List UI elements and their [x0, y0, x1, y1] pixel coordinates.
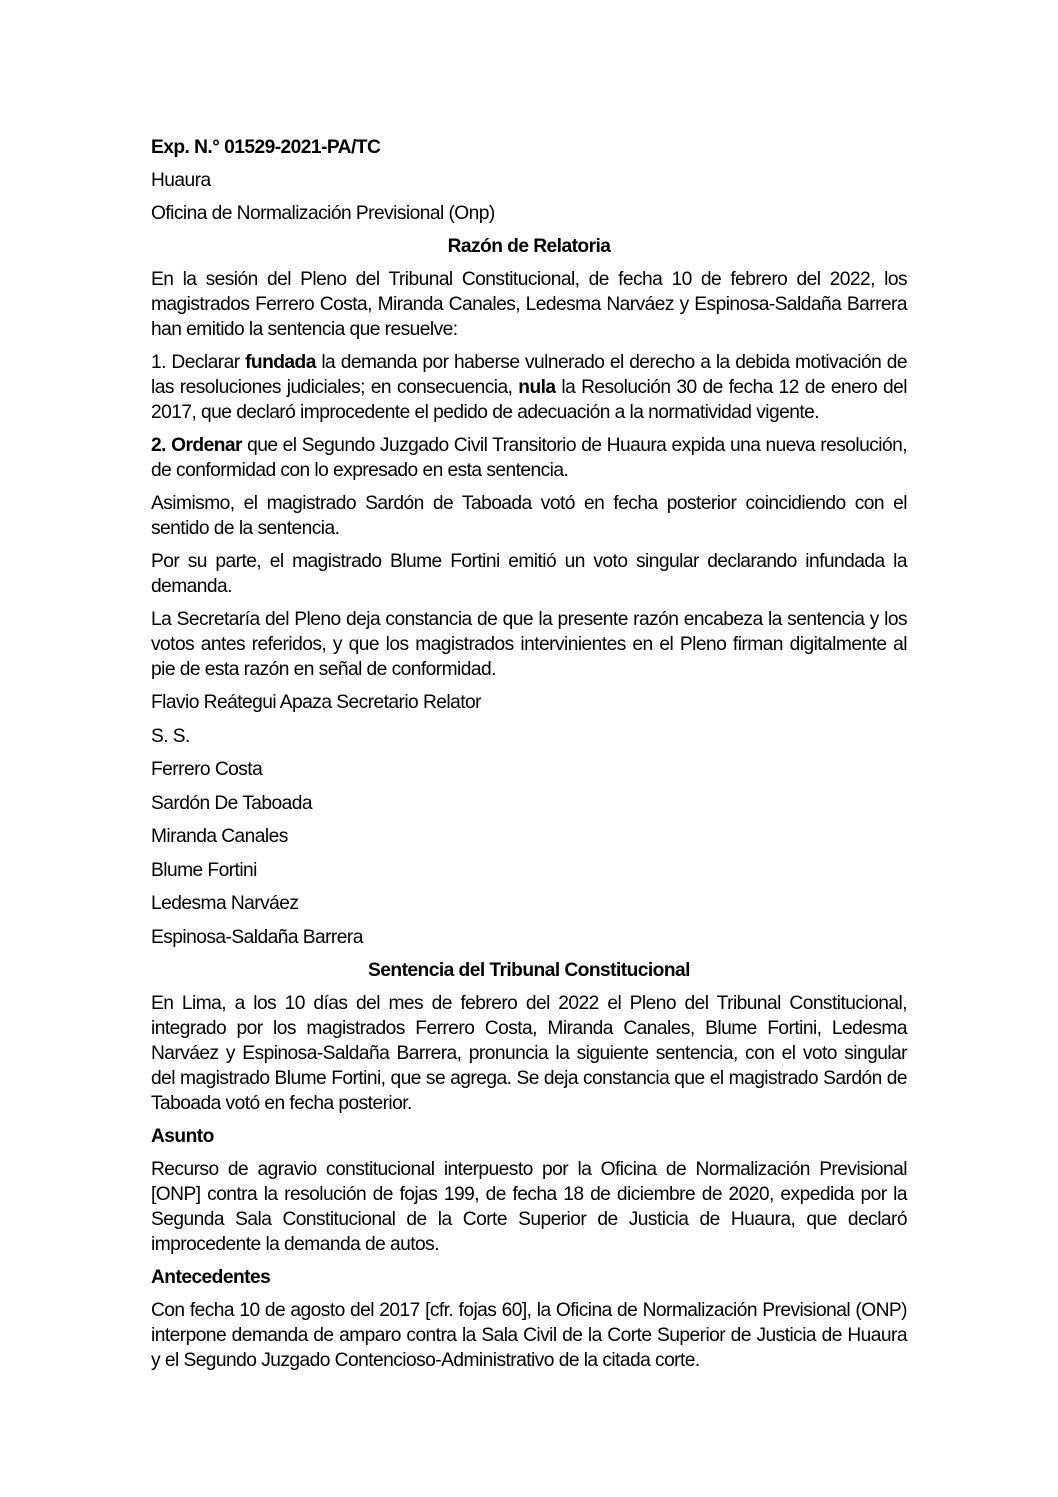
magistrate-name: Sardón De Taboada: [151, 792, 312, 814]
sentencia-title: Sentencia del Tribunal Constitucional: [368, 960, 690, 981]
case-number: Exp. N.° 01529-2021-PA/TC: [151, 137, 381, 158]
secretary-relator: Flavio Reátegui Apaza Secretario Relator: [151, 692, 481, 713]
ss-label: S. S.: [151, 725, 190, 747]
paragraph-asimismo: Asimismo, el magistrado Sardón de Taboada votó en fecha posterior coincidiendo con el sentido de la sentencia.: [151, 493, 907, 539]
resolution-item-2: 2. Ordenar que el Segundo Juzgado Civil Transitorio de Huaura expida una nueva resolución, de conformidad con lo expresado en esta sentencia.: [151, 435, 907, 481]
magistrate-name: Ferrero Costa: [151, 759, 263, 780]
resolution-item-1: 1. Declarar fundada la demanda por haberse vulnerado el derecho a la debida motivación de las resoluciones judiciales; en consecuencia, nula la Resolución 30 de fecha 12 de enero del 2017, que declaró improcedente el pedido de adecuación a la normatividad vigente.: [151, 352, 908, 423]
magistrate-name: Espinosa-Saldaña Barrera: [151, 926, 363, 948]
asunto-heading: Asunto: [151, 1126, 214, 1147]
document-body: [151, 135, 907, 1381]
relatoria-title: Razón de Relatoria: [447, 236, 611, 257]
antecedentes-heading: Antecedentes: [151, 1267, 271, 1288]
magistrate-name: Miranda Canales: [151, 826, 288, 847]
relatoria-intro: En la sesión del Pleno del Tribunal Constitucional, de fecha 10 de febrero del 2022, los magistrados Ferrero Costa, Miranda Canales, Ledesma Narváez y Espinosa-Saldaña Barrera han emitido la sentencia que resuelve:: [151, 269, 907, 340]
magistrate-name: Blume Fortini: [151, 859, 257, 881]
location: Huaura: [151, 170, 211, 191]
magistrate-name: Ledesma Narváez: [151, 893, 299, 914]
asunto-text: Recurso de agravio constitucional interpuesto por la Oficina de Normalización Previsional [ONP] contra la resolución de fojas 199, de fecha 18 de diciembre de 2020, expedida por la Segunda Sala Constitucional de la Corte Superior de Justicia de Huaura, que declaró improcedente la demanda de autos.: [151, 1159, 907, 1255]
paragraph-por-su-parte: Por su parte, el magistrado Blume Fortini emitió un voto singular declarando infundada la demanda.: [151, 551, 907, 597]
antecedentes-text: Con fecha 10 de agosto del 2017 [cfr. fojas 60], la Oficina de Normalización Previsional (ONP) interpone demanda de amparo contra la Sala Civil de la Corte Superior de Justicia de Huaura y el Segundo Juzgado Contencioso-Administrativo de la citada corte.: [151, 1300, 907, 1371]
sentencia-intro: En Lima, a los 10 días del mes de febrero del 2022 el Pleno del Tribunal Constitucional, integrado por los magistrados Ferrero Costa, Miranda Canales, Blume Fortini, Ledesma Narváez y Espinosa-Saldaña Barrera, pronuncia la siguiente sentencia, con el voto singular del magistrado Blume Fortini, que se agrega. Se deja constancia que el magistrado Sardón de Taboada votó en fecha posterior.: [151, 993, 907, 1114]
party-name: Oficina de Normalización Previsional (Onp): [151, 203, 495, 224]
paragraph-secretaria: La Secretaría del Pleno deja constancia de que la presente razón encabeza la sentencia y los votos antes referidos, y que los magistrados intervinientes en el Pleno firman digitalmente al pie de esta razón en señal de conformidad.: [151, 609, 907, 680]
